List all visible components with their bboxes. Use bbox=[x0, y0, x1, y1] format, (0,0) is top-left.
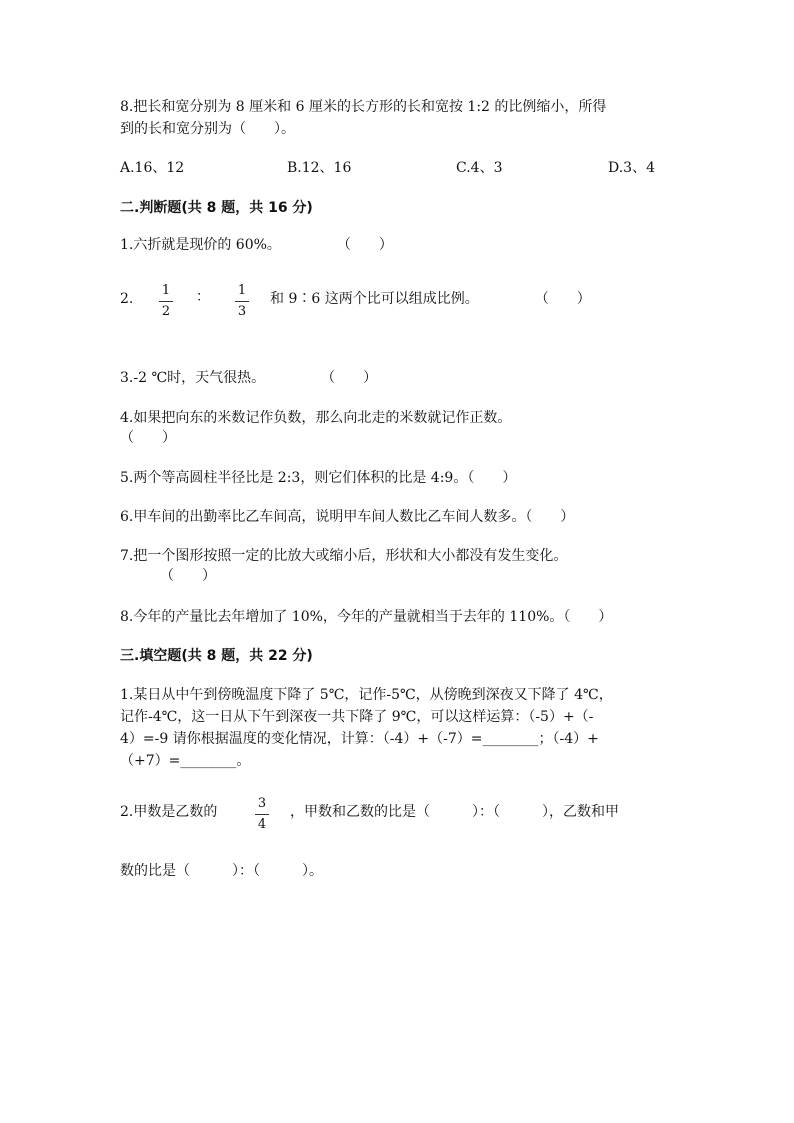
fraction-numerator: 1 bbox=[237, 283, 247, 298]
option-c: C.4、3 bbox=[456, 160, 503, 176]
fill-q1-line1: 1.某日从中午到傍晚温度下降了 5℃，记作-5℃，从傍晚到深夜又下降了 4℃， bbox=[120, 687, 613, 703]
fraction-three-quarters bbox=[252, 796, 272, 833]
option-d: D.3、4 bbox=[608, 160, 655, 176]
section3-heading: 三.填空题(共 8 题，共 22 分) bbox=[120, 648, 313, 664]
judge-q3: 3.-2 ℃时，天气很热。 （ ） bbox=[120, 370, 378, 386]
fraction-bar bbox=[235, 301, 249, 302]
judge-q2-text: 和 9∶6 这两个比可以组成比例。 （ ） bbox=[270, 291, 591, 307]
fraction-bar bbox=[255, 814, 269, 815]
judge-q8: 8.今年的产量比去年增加了 10%，今年的产量就相当于去年的 110%。（ ） bbox=[120, 609, 613, 625]
fraction-denominator: 4 bbox=[257, 817, 267, 832]
judge-q7-line1: 7.把一个图形按照一定的比放大或缩小后，形状和大小都没有发生变化。 bbox=[120, 548, 568, 564]
fill-q1-line4: （+7）=________。 bbox=[120, 753, 251, 769]
fraction-one-third bbox=[232, 283, 252, 320]
fraction-numerator: 3 bbox=[257, 796, 267, 811]
fraction-bar bbox=[159, 301, 173, 302]
fraction-denominator: 3 bbox=[237, 304, 247, 319]
fraction-denominator: 2 bbox=[161, 304, 171, 319]
fraction-numerator: 1 bbox=[161, 283, 171, 298]
judge-q6: 6.甲车间的出勤率比乙车间高，说明甲车间人数比乙车间人数多。（ ） bbox=[120, 509, 575, 525]
fill-q1-line2: 记作-4℃，这一日从下午到深夜一共下降了 9℃，可以这样运算：（-5）+（- bbox=[120, 709, 594, 725]
judge-q4-line1: 4.如果把向东的米数记作负数，那么向北走的米数就记作正数。 bbox=[120, 410, 512, 426]
fill-q2-tail: ，甲数和乙数的比是（ ）：（ ），乙数和甲 bbox=[290, 804, 619, 820]
q8-choice-line2: 到的长和宽分别为（ ）。 bbox=[120, 121, 295, 137]
fraction-one-half bbox=[156, 283, 176, 320]
ratio-colon: ： bbox=[196, 289, 210, 305]
option-a: A.16、12 bbox=[120, 160, 185, 176]
judge-q4-line2: （ ） bbox=[120, 430, 176, 446]
fill-q2-lead: 2.甲数是乙数的 bbox=[120, 804, 218, 820]
option-b: B.12、16 bbox=[287, 160, 352, 176]
fill-q2-line2: 数的比是（ ）：（ ）。 bbox=[120, 863, 323, 879]
judge-q5: 5.两个等高圆柱半径比是 2:3，则它们体积的比是 4:9。（ ） bbox=[120, 470, 517, 486]
q8-choice-line1: 8.把长和宽分别为 8 厘米和 6 厘米的长方形的长和宽按 1:2 的比例缩小，所得 bbox=[120, 99, 607, 115]
fill-q1-line3: 4）=-9 请你根据温度的变化情况，计算：（-4）+（-7）=________；（-4）+ bbox=[120, 731, 599, 747]
judge-q7-line2: （ ） bbox=[160, 568, 216, 584]
judge-q2-number: 2. bbox=[120, 291, 134, 307]
section2-heading: 二.判断题(共 8 题，共 16 分) bbox=[120, 200, 313, 216]
judge-q1: 1.六折就是现价的 60%。 （ ） bbox=[120, 237, 393, 253]
